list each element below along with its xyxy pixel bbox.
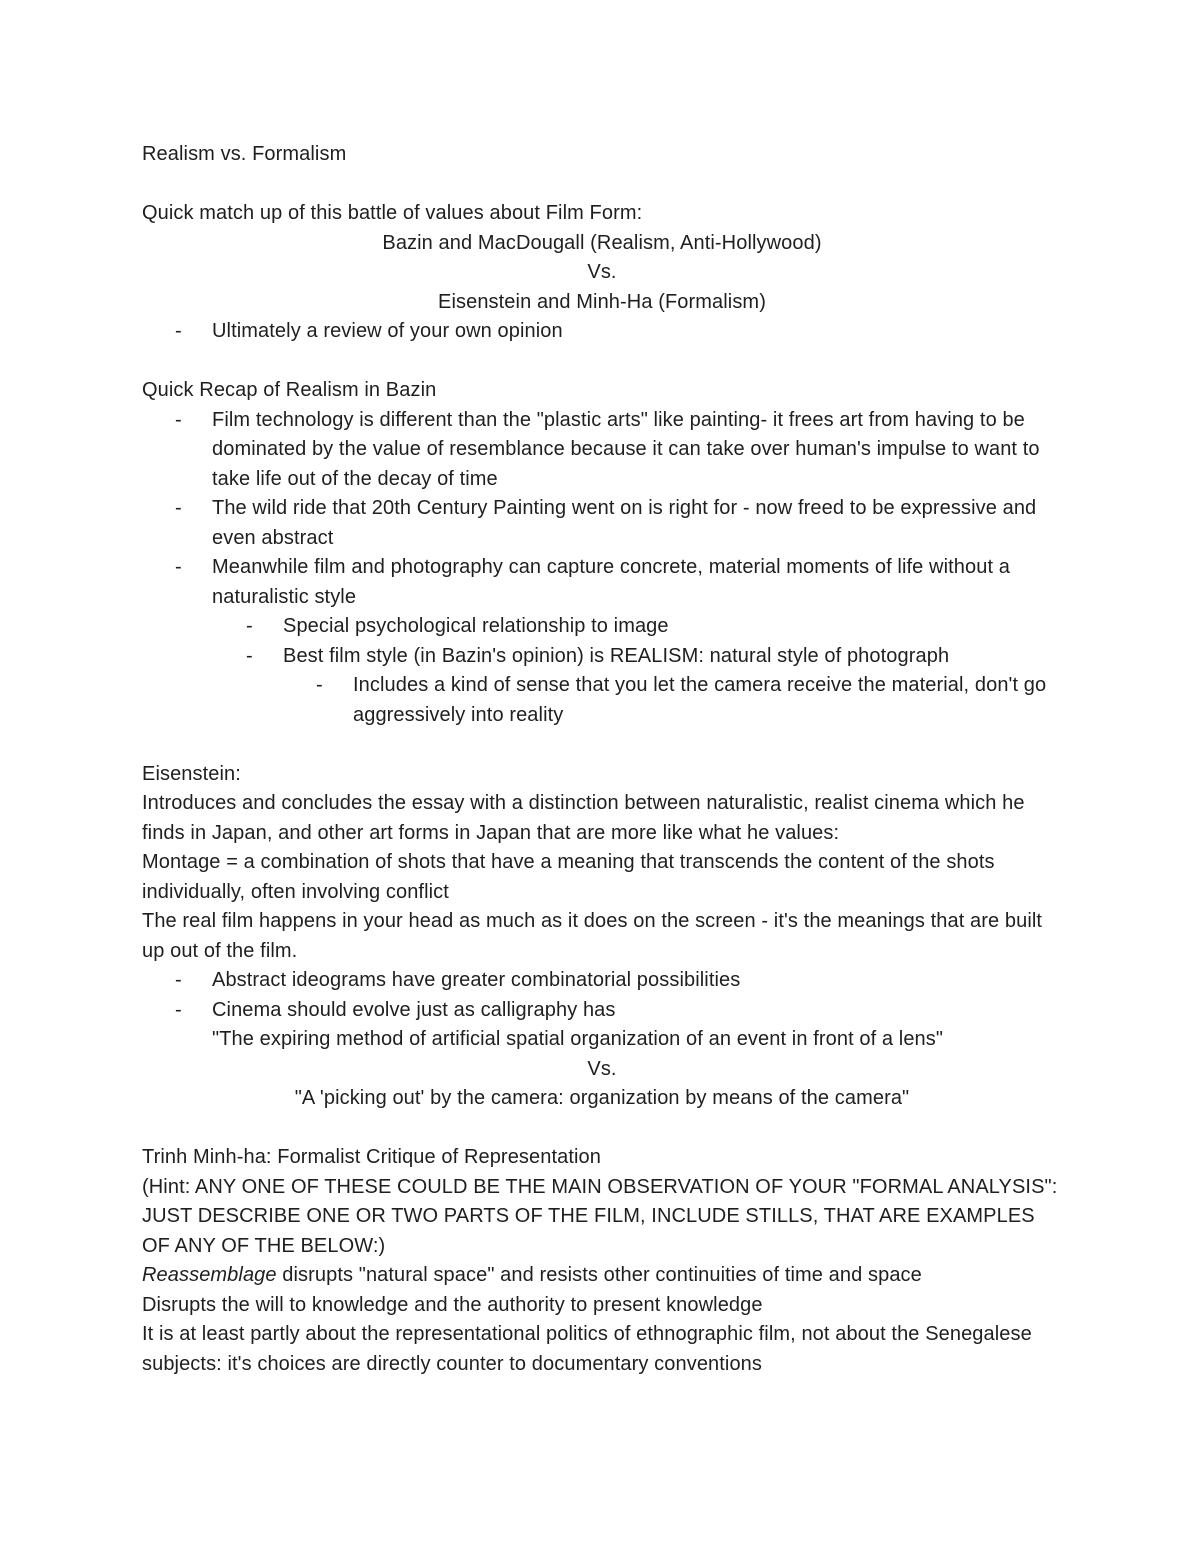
eisenstein-bullet-list [142,966,1062,1025]
dash-bullet: - [175,497,182,519]
eisenstein-quote-picking-out: "A 'picking out' by the camera: organization by means of the camera" [294,1087,910,1109]
list-item [142,553,1062,612]
matchup-formalism: Eisenstein and Minh-Ha (Formalism) [438,290,766,313]
dash-bullet: - [175,320,182,342]
dash-bullet: - [175,408,182,431]
minhha-paragraph: Disrupts the will to knowledge and the authority to present knowledge [142,1293,763,1316]
minhha-section-title: Trinh Minh-ha: Formalist Critique of Representation [142,1146,601,1168]
bazin-section-title: Quick Recap of Realism in Bazin [142,379,437,401]
document-page [142,140,1062,1379]
bazin-sub-sub-bullet-list [142,671,1062,730]
matchup-bullet-list [142,317,1062,347]
list-item-text: Film technology is different than the "plastic arts" like painting- it frees art from having to be dominated by the value of resemblance because it can take over human's impulse to want to take life out of the decay of time [212,408,1040,490]
minhha-reassemblage-line [142,1261,1062,1291]
spacer [142,170,1062,200]
dash-bullet: - [175,998,182,1021]
dash-bullet: - [246,644,253,667]
list-item [142,317,1062,347]
minhha-reassemblage-text: disrupts "natural space" and resists other continuities of time and space [276,1264,922,1286]
matchup-intro: Quick match up of this battle of values about Film Form: [142,202,643,224]
list-item-text: Abstract ideograms have greater combinatorial possibilities [212,969,741,991]
minhha-hint: (Hint: ANY ONE OF THESE COULD BE THE MAIN OBSERVATION OF YOUR "FORMAL ANALYSIS": JUST DESCRIBE ONE OR TWO PARTS OF THE FILM, INCLUDE STILLS, THAT ARE EXAMPLES OF ANY OF THE BELOW:) [142,1175,1058,1257]
dash-bullet: - [316,674,323,696]
eisenstein-section-title: Eisenstein: [142,762,241,785]
spacer [142,1114,1062,1144]
eisenstein-quote-vs: Vs. [587,1057,617,1080]
matchup-vs: Vs. [587,261,617,283]
list-item [142,406,1062,495]
dash-bullet: - [175,556,182,578]
list-item-text: Includes a kind of sense that you let the camera receive the material, don't go aggressively into reality [353,674,1047,726]
bazin-bullet-list [142,406,1062,613]
list-item-text: Ultimately a review of your own opinion [212,320,563,342]
list-item [142,966,1062,996]
list-item-text: Best film style (in Bazin's opinion) is REALISM: natural style of photograph [283,644,950,667]
spacer [142,347,1062,377]
eisenstein-montage-definition: Montage = a combination of shots that have a meaning that transcends the content of the shots individually, often involving conflict [142,851,995,903]
list-item [142,494,1062,553]
list-item-text: The wild ride that 20th Century Painting went on is right for - now freed to be expressive and even abstract [212,497,1037,549]
bazin-sub-bullet-list [142,612,1062,671]
eisenstein-quote-expiring-method: "The expiring method of artificial spatial organization of an event in front of a lens" [212,1028,944,1050]
minhha-paragraph: It is at least partly about the representational politics of ethnographic film, not about the Senegalese subjects: it's choices are directly counter to documentary conventions [142,1323,1032,1375]
matchup-realism: Bazin and MacDougall (Realism, Anti-Hollywood) [382,231,822,254]
list-item [142,612,1062,642]
list-item [142,642,1062,672]
film-title: Reassemblage [142,1264,277,1286]
eisenstein-paragraph: Introduces and concludes the essay with a distinction between naturalistic, realist cinema which he finds in Japan, and other art forms in Japan that are more like what he values: [142,792,1025,844]
eisenstein-paragraph: The real film happens in your head as much as it does on the screen - it's the meanings that are built up out of the film. [142,910,1043,962]
list-item-text: Special psychological relationship to image [283,615,669,637]
document-heading: Realism vs. Formalism [142,143,347,165]
list-item-text: Meanwhile film and photography can capture concrete, material moments of life without a naturalistic style [212,556,1010,608]
list-item [142,996,1062,1026]
list-item-text: Cinema should evolve just as calligraphy has [212,998,616,1021]
spacer [142,730,1062,760]
dash-bullet: - [246,615,253,637]
list-item [142,671,1062,730]
dash-bullet: - [175,969,182,991]
